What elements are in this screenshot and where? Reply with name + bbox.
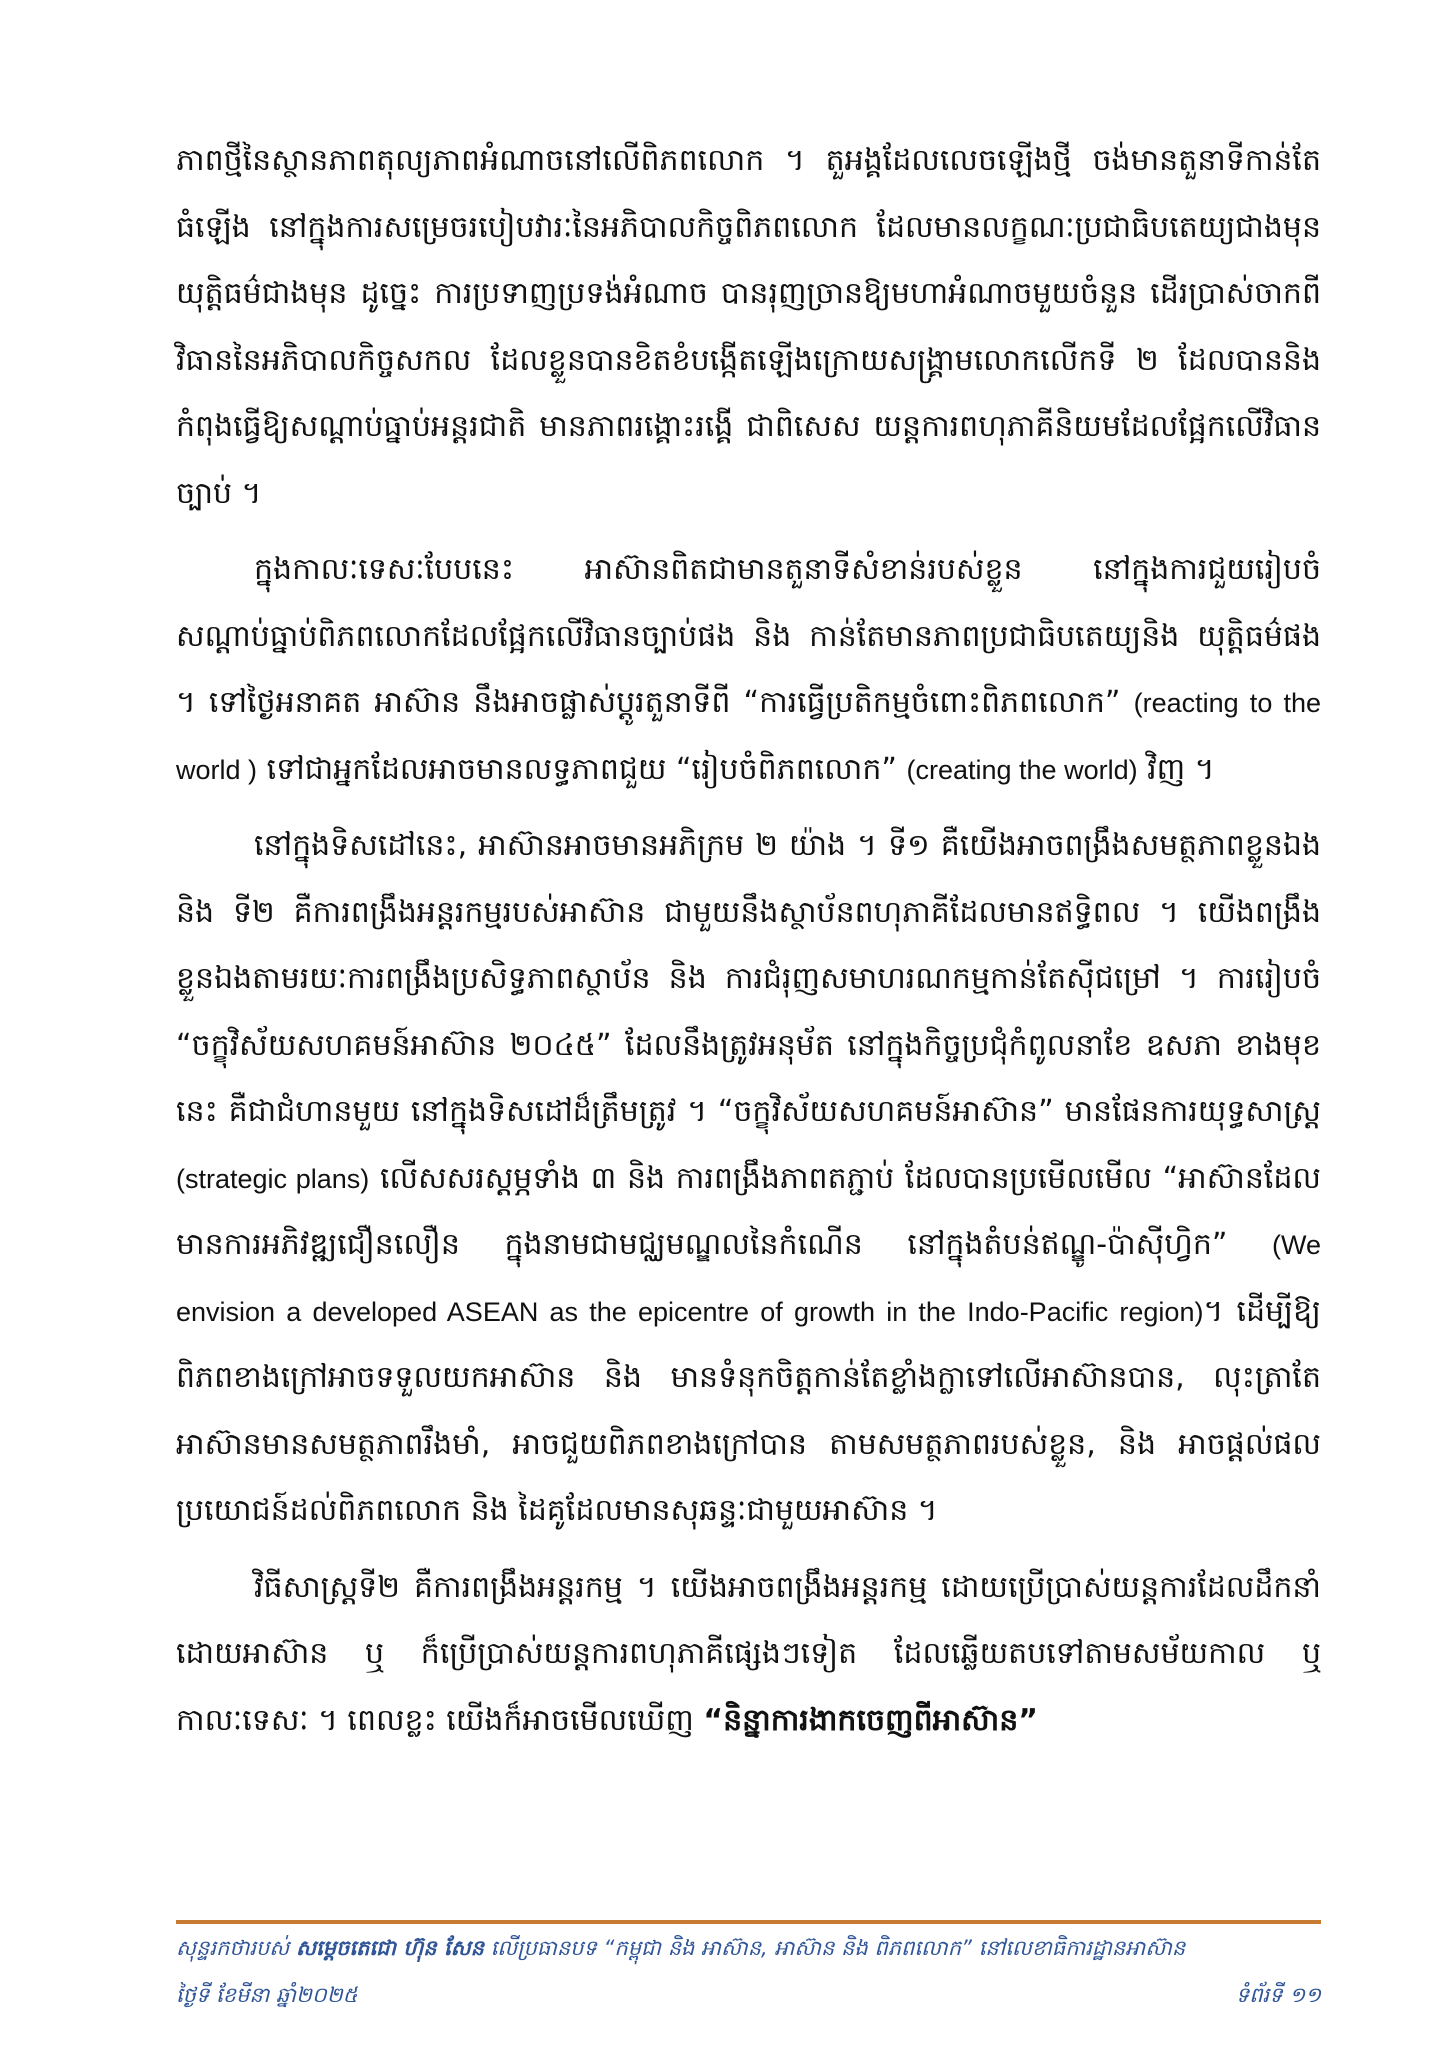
footer-title: លើប្រធានបទ “កម្ពុជា និង អាស៊ាន, អាស៊ាន និង ពិភពលោក” នៅលេខាធិការដ្ឋានអាស៊ាន <box>490 1936 1186 1960</box>
footer-line-2 <box>176 1982 1321 2013</box>
footer-date: ថ្ងៃទី ខែមីនា ឆ្នាំ២០២៥ <box>176 1983 358 2007</box>
paragraph-3-text-b: លើសសរស្តម្ភទាំង ៣ និង ការពង្រឹងភាពតភ្ជាប់ ដែលបានប្រមើលមើល “អាស៊ានដែលមានការអភិវឌ្ឍជឿនលឿន ក្នុងនាមជាមជ្ឈមណ្ឌលនៃកំណើន នៅក្នុងតំបន់ឥណ្ឌូ-ប៉ាស៊ីហ្វិក” <box>176 1160 1321 1262</box>
footer-author: សម្តេចតេជោ ហ៊ុន សែន <box>296 1936 484 1960</box>
footer-line-1 <box>176 1935 1321 1966</box>
paragraph-2-text-a: ក្នុងកាលៈទេសៈបែបនេះ អាស៊ានពិតជាមានតួនាទីសំខាន់របស់ខ្លួន នៅក្នុងការជួយរៀបចំសណ្តាប់ធ្នាប់ពិភពលោកដែលផ្អែកលើវិធានច្បាប់ផង និង កាន់តែមានភាពប្រជាធិបតេយ្យនិង យុត្តិធម៌ផង ។ ទៅថ្ងៃអនាគត អាស៊ាន នឹងអាចផ្លាស់ប្តូរតួនាទីពី “ការធ្វើប្រតិកម្មចំពោះពិភពលោក” <box>176 552 1321 720</box>
footer-divider <box>176 1920 1321 1924</box>
footer-prefix: សុន្ទរកថារបស់ <box>176 1936 290 1960</box>
page-number: ទំព័រទី ១១ <box>1235 1983 1321 2007</box>
paragraph-4-text: វិធីសាស្ត្រទី២ គឺការពង្រឹងអន្តរកម្ម ។ យើងអាចពង្រឹងអន្តរកម្ម ដោយប្រើប្រាស់យន្តការដែលដឹកនាំដោយអាស៊ាន ឬ ក៏ប្រើប្រាស់យន្តការពហុភាគីផ្សេងៗទៀត ដែលឆ្លើយតបទៅតាមសម័យកាល ឬ កាលៈទេសៈ ។ ពេលខ្លះ យើងក៏អាចមើលឃើញ <box>176 1569 1321 1738</box>
paragraph-3-text-a: នៅក្នុងទិសដៅនេះ, អាស៊ានអាចមានអភិក្រម ២ យ៉ាង ។ ទី១ គឺយើងអាចពង្រឹងសមត្ថភាពខ្លួនឯង និង ទី២ គឺការពង្រឹងអន្តរកម្មរបស់អាស៊ាន ជាមួយនឹងស្ថាប័នពហុភាគីដែលមានឥទ្ធិពល ។ យើងពង្រឹងខ្លួនឯងតាមរយៈការពង្រឹងប្រសិទ្ធភាពស្ថាប័ន និង ការជំរុញសមាហរណកម្មកាន់តែស៊ីជម្រៅ ។ ការរៀបចំ “ចក្ខុវិស័យសហគមន៍អាស៊ាន ២០៤៥” ដែលនឹងត្រូវអនុម័ត នៅក្នុងកិច្ចប្រជុំកំពូលនាខែ ឧសភា ខាងមុខនេះ គឺជាជំហានមួយ នៅក្នុងទិសដៅដ៏ត្រឹមត្រូវ ។ “ចក្ខុវិស័យសហគមន៍អាស៊ាន” មានផែនការយុទ្ធសាស្ត្រ <box>176 828 1321 1129</box>
english-phrase-vision: (We envision a developed ASEAN as the epicentre of growth in the Indo-Pacific region) <box>176 1230 1321 1327</box>
paragraph-3 <box>176 813 1321 1545</box>
english-phrase-reacting: (reacting to the world ) <box>176 688 1321 785</box>
paragraph-1 <box>176 128 1321 527</box>
paragraph-4 <box>176 1555 1321 1755</box>
paragraph-2 <box>176 537 1321 803</box>
english-phrase-strategic-plans: (strategic plans) <box>176 1163 370 1194</box>
english-phrase-creating: (creating the world) <box>906 754 1138 785</box>
paragraph-4-bold-quote: “និន្នាការងាកចេញពីអាស៊ាន” <box>703 1702 1039 1738</box>
paragraph-2-text-b: ទៅជាអ្នកដែលអាចមានលទ្ធភាពជួយ “រៀបចំពិភពលោក” <box>266 751 897 787</box>
body-text <box>176 128 1321 1754</box>
paragraph-2-text-c: វិញ ។ <box>1147 751 1215 787</box>
paragraph-3-text-c: ។ ដើម្បីឱ្យពិភពខាងក្រៅអាចទទួលយកអាស៊ាន និង មានទំនុកចិត្តកាន់តែខ្លាំងក្លាទៅលើអាស៊ានបាន, លុះត្រាតែអាស៊ានមានសមត្ថភាពរឹងមាំ, អាចជួយពិភពខាងក្រៅបាន តាមសមត្ថភាពរបស់ខ្លួន, និង អាចផ្តល់ផលប្រយោជន៍ដល់ពិភពលោក និង ដៃគូដែលមានសុឆន្ទៈជាមួយអាស៊ាន ។ <box>176 1293 1321 1528</box>
paragraph-1-text: ភាពថ្មីនៃស្ថានភាពតុល្យភាពអំណាចនៅលើពិភពលោក ។ តួអង្គដែលលេចឡើងថ្មី ចង់មានតួនាទីកាន់តែធំឡើង នៅក្នុងការសម្រេចរបៀបវារៈនៃអភិបាលកិច្ចពិភពលោក ដែលមានលក្ខណៈប្រជាធិបតេយ្យជាងមុន យុត្តិធម៌ជាងមុន ដូច្នេះ ការប្រទាញប្រទង់អំណាច បានរុញច្រានឱ្យមហាអំណាចមួយចំនួន ដើរប្រាស់ចាកពីវិធាននៃអភិបាលកិច្ចសកល ដែលខ្លួនបានខិតខំបង្កើតឡើងក្រោយសង្គ្រាមលោកលើកទី ២ ដែលបាននិងកំពុងធ្វើឱ្យសណ្តាប់ធ្នាប់អន្តរជាតិ មានភាពរង្គោះរង្គើ ជាពិសេស យន្តការពហុភាគីនិយមដែលផ្អែកលើវិធានច្បាប់ ។ <box>176 143 1321 511</box>
